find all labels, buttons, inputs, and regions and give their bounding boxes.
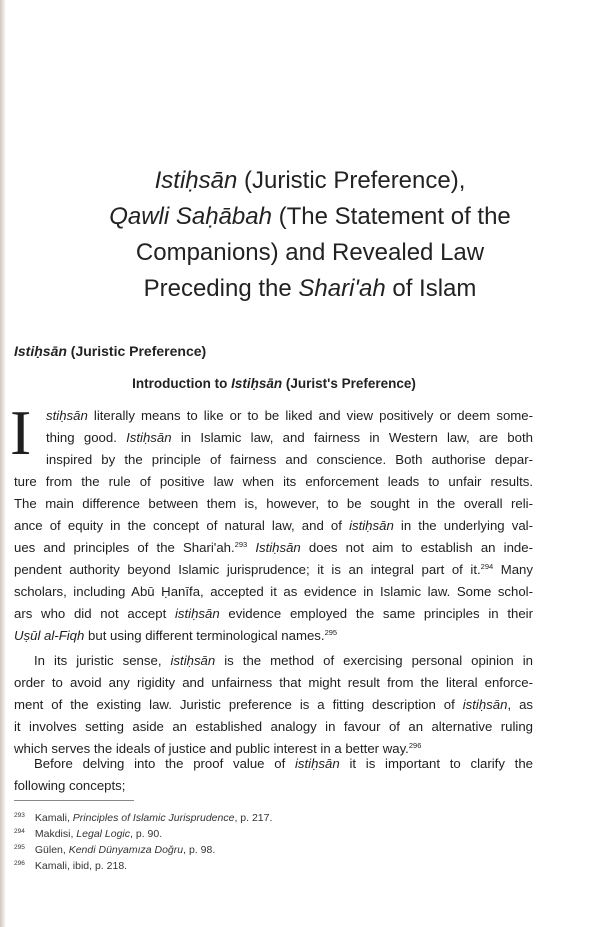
paragraph-1-line: ance of equity in the concept of natural law, and of istiḥsān in the underlying val- [14,518,534,533]
paragraph-1-line: ture from the rule of positive law when its enforcement leads to unfair results. [14,474,533,489]
chapter-title-line-4: Preceding the Shari'ah of Islam [143,275,477,302]
paragraph-1-line: The main difference between them is, however, to be sought in the overall reli- [14,496,533,511]
chapter-title-line-2: Qawli Saḥābah (The Statement of the [109,203,511,230]
footnote-ref: 295 [324,628,338,637]
footnote: $^{295}$ Gülen, Kendi Dünyamıza Doğru, p. 98. [14,844,216,856]
footnote-divider [14,800,134,801]
footnote: $^{294}$ Makdisi, Legal Logic, p. 90. [14,828,163,840]
paragraph-1-line: stiḥsān literally means to like or to be liked and view positively or deem some- [46,408,533,423]
paragraph-2-line: it involves setting aside an established analogy in favour of an alternative ruling [14,719,533,734]
footnote-ref: 294 [480,562,494,571]
sub-heading: Introduction to Istiḥsān (Jurist's Preference) [132,376,416,391]
paragraph-1-line: scholars, including Abū Ḥanīfa, accepted it as evidence in Islamic law. Some schol- [14,584,533,599]
footnote-ref: 296 [408,741,422,750]
chapter-title [40,163,580,307]
drop-cap: I [10,397,32,468]
paragraph-1-line: ues and principles of the Shari'ah.$^{293}$ Istiḥsān does not aim to establish an inde- [14,540,533,555]
footnote: $^{293}$ Kamali, Principles of Islamic Jurisprudence, p. 217. [14,812,273,824]
paragraph-1-line: Uṣūl al-Fiqh but using different terminological names.$^{295}$ [14,628,338,643]
paragraph-1-line: pendent authority beyond Islamic jurisprudence; it is an integral part of it.$^{294}$ Many [14,562,533,577]
page-binding-edge [0,0,6,927]
section-heading: Istiḥsān (Juristic Preference) [14,343,207,359]
footnote: $^{296}$ Kamali, ibid, p. 218. [14,860,128,872]
paragraph-1-line: inspired by the principle of fairness and conscience. Both authorise depar- [46,452,533,467]
paragraph-2-line: which serves the ideals of justice and public interest in a better way.$^{296}$ [14,741,422,756]
paragraph-1-line: thing good. Istiḥsān in Islamic law, and fairness in Western law, are both [46,430,533,445]
paragraph-2-line: In its juristic sense, istiḥsān is the method of exercising personal opinion in [34,653,533,668]
paragraph-1-line: ars who did not accept istiḥsān evidence employed the same principles in their [14,606,533,621]
paragraph-3-line: following concepts; [14,778,126,793]
paragraph-3-line: Before delving into the proof value of istiḥsān it is important to clarify the [34,756,533,771]
footnote-ref: 293 [234,540,248,549]
chapter-title-line-1: Istiḥsān (Juristic Preference), [154,167,466,194]
paragraph-2-line: order to avoid any rigidity and unfairness that might result from the literal enforce- [14,675,533,690]
chapter-title-line-3: Companions) and Revealed Law [135,239,485,266]
paragraph-2-line: ment of the existing law. Juristic preference is a fitting description of istiḥsān, as [14,697,533,712]
